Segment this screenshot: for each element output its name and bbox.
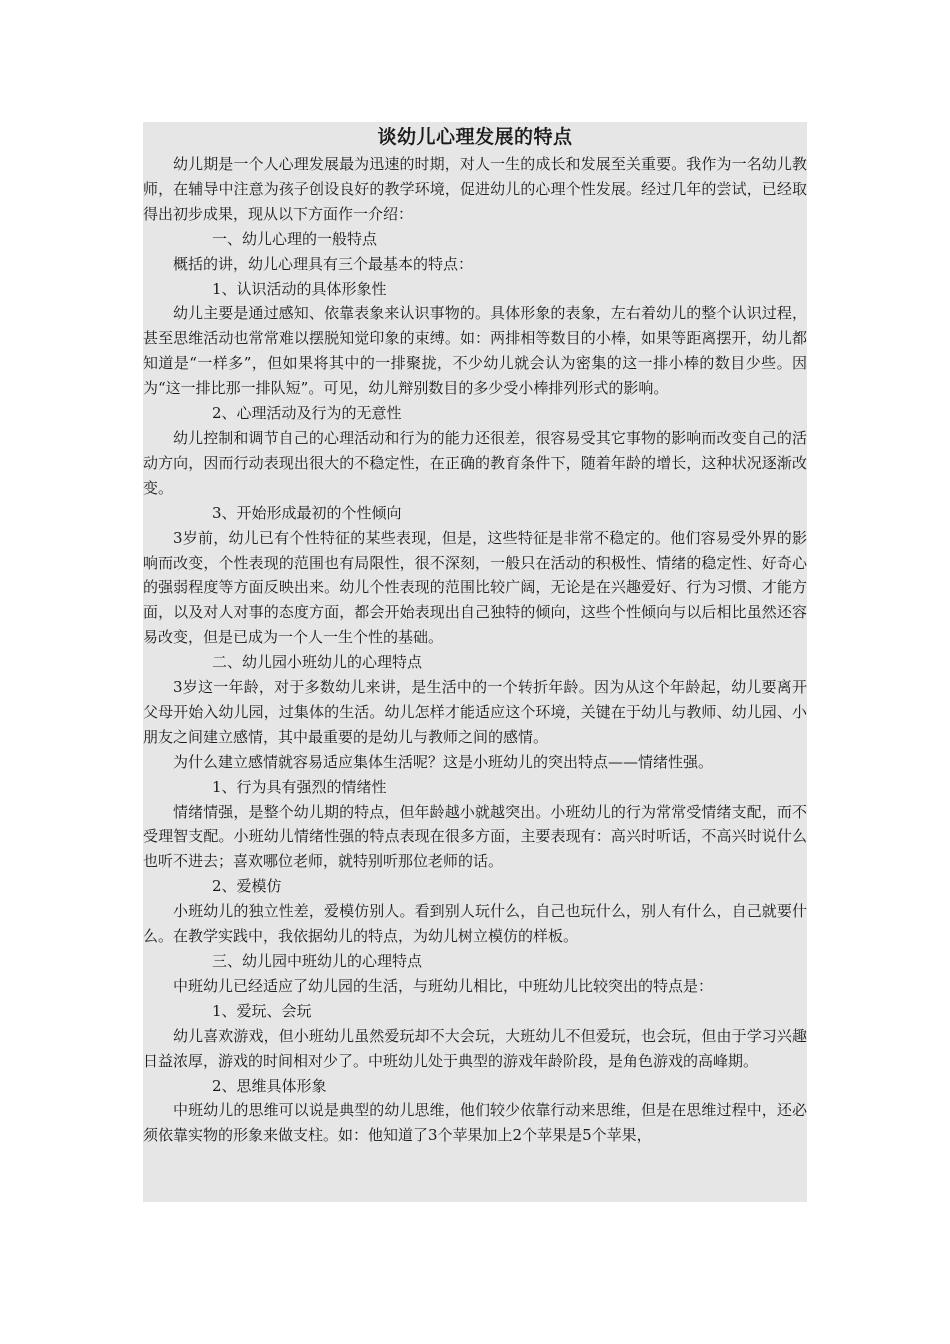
body-paragraph: 3岁这一年龄，对于多数幼儿来讲，是生活中的一个转折年龄。因为从这个年龄起，幼儿要离开父母开始入幼儿园，过集体的生活。幼儿怎样才能适应这个环境，关键在于幼儿与教师、幼儿园、小朋友之间建立感情，其中最重要的是幼儿与教师之间的感情。 — [143, 678, 807, 746]
section-heading: 3、开始形成最初的个性倾向 — [212, 503, 402, 522]
section-heading: 1、爱玩、会玩 — [212, 1001, 312, 1020]
body-paragraph: 概括的讲，幼儿心理具有三个最基本的特点： — [173, 254, 474, 273]
body-paragraph: 幼儿期是一个人心理发展最为迅速的时期，对人一生的成长和发展至关重要。我作为一名幼儿教师，在辅导中注意为孩子创设良好的教学环境，促进幼儿的心理个性发展。经过几年的尝试，已经取得出初步成果，现从以下方面作一介绍： — [143, 155, 807, 223]
section-heading: 2、心理活动及行为的无意性 — [212, 404, 402, 423]
body-paragraph: 幼儿控制和调节自己的心理活动和行为的能力还很差，很容易受其它事物的影响而改变自己的活动方向，因而行动表现出很大的不稳定性，在正确的教育条件下，随着年龄的增长，这种状况逐渐改变。 — [143, 428, 807, 497]
section-heading: 一、幼儿心理的一般特点 — [212, 229, 378, 248]
body-paragraph: 幼儿主要是通过感知、依靠表象来认识事物的。具体形象的表象，左右着幼儿的整个认识过程，甚至思维活动也常常难以摆脱知觉印象的束缚。如：两排相等数目的小棒，如果等距离摆开，幼儿都知道是“一样多”，但如果将其中的一排聚拢，不少幼儿就会认为密集的这一排小棒的数目少些。因为“这一排比那一排队短”。可见，幼儿辩别数目的多少受小棒排列形式的影响。 — [143, 304, 807, 398]
section-heading: 2、思维具体形象 — [212, 1076, 327, 1095]
body-paragraph: 3岁前，幼儿已有个性特征的某些表现，但是，这些特征是非常不稳定的。他们容易受外界的影响而改变，个性表现的范围也有局限性，很不深刻，一般只在活动的积极性、情绪的稳定性、好奇心的强弱程度等方面反映出来。幼儿个性表现的范围比较广阔，无论是在兴趣爱好、行为习惯、才能方面，以及对人对事的态度方面，都会开始表现出自己独特的倾向，这些个性倾向与以后相比虽然还容易改变，但是已成为一个人一生个性的基础。 — [143, 528, 807, 647]
section-heading: 1、行为具有强烈的情绪性 — [212, 777, 387, 796]
body-paragraph: 情绪情强，是整个幼儿期的特点，但年龄越小就越突出。小班幼儿的行为常常受情绪支配，而不受理智支配。小班幼儿情绪性强的特点表现在很多方面，主要表现有：高兴时听话，不高兴时说什么也听不进去；喜欢哪位老师，就特别听那位老师的话。 — [143, 802, 807, 871]
body-paragraph: 中班幼儿的思维可以说是典型的幼儿思维，他们较少依靠行动来思维，但是在思维过程中，还必须依靠实物的形象来做支柱。如：他知道了3个苹果加上2个苹果是5个苹果， — [143, 1101, 807, 1145]
section-heading: 1、认识活动的具体形象性 — [212, 279, 387, 298]
body-paragraph: 为什么建立感情就容易适应集体生活呢？这是小班幼儿的突出特点——情绪性强。 — [173, 752, 714, 771]
body-paragraph: 幼儿喜欢游戏，但小班幼儿虽然爱玩却不大会玩，大班幼儿不但爱玩，也会玩，但由于学习兴趣日益浓厚，游戏的时间相对少了。中班幼儿处于典型的游戏年龄阶段，是角色游戏的高峰期。 — [143, 1026, 807, 1070]
section-heading: 二、幼儿园小班幼儿的心理特点 — [212, 653, 423, 672]
section-heading: 2、爱模仿 — [212, 877, 282, 896]
section-heading: 三、幼儿园中班幼儿的心理特点 — [212, 952, 423, 970]
article-body — [143, 152, 807, 1148]
body-paragraph: 小班幼儿的独立性差，爱模仿别人。看到别人玩什么，自己也玩什么，别人有什么，自己就要什么。在教学实践中，我依据幼儿的特点，为幼儿树立模仿的样板。 — [143, 902, 807, 946]
article-title: 谈幼儿心理发展的特点 — [377, 126, 573, 148]
article — [143, 122, 807, 1202]
body-paragraph: 中班幼儿已经适应了幼儿园的生活，与班幼儿相比，中班幼儿比较突出的特点是： — [173, 976, 714, 995]
